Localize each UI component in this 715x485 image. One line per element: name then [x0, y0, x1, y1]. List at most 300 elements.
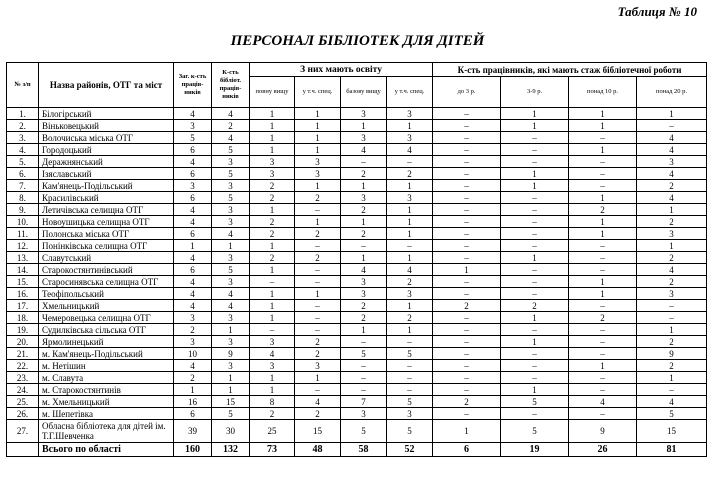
row-cell: 39 — [174, 420, 212, 443]
row-cell: – — [501, 348, 569, 360]
row-cell: – — [433, 372, 501, 384]
row-cell: 1 — [387, 180, 433, 192]
row-cell: – — [295, 204, 341, 216]
header-total: Заг. к-сть праців-ників — [174, 63, 212, 108]
row-cell: 2 — [212, 120, 250, 132]
row-number: 8. — [7, 192, 39, 204]
row-cell: – — [433, 276, 501, 288]
row-cell: 3 — [387, 108, 433, 120]
row-cell: 3 — [212, 252, 250, 264]
row-cell: 4 — [569, 396, 637, 408]
table-row — [7, 204, 707, 216]
row-cell: 30 — [212, 420, 250, 443]
row-cell: – — [387, 372, 433, 384]
row-name: Судилківська сільська ОТГ — [39, 324, 174, 336]
row-number: 27. — [7, 420, 39, 443]
row-cell: – — [501, 216, 569, 228]
row-cell: 15 — [637, 420, 707, 443]
row-cell: 5 — [387, 348, 433, 360]
row-cell: 4 — [174, 252, 212, 264]
row-number: 1. — [7, 108, 39, 120]
row-cell: 5 — [387, 396, 433, 408]
row-cell: 3 — [341, 192, 387, 204]
row-cell: 1 — [637, 324, 707, 336]
row-cell: 1 — [501, 108, 569, 120]
table-row — [7, 300, 707, 312]
row-cell: 15 — [212, 396, 250, 408]
row-cell: 2 — [569, 204, 637, 216]
row-cell: 6 — [174, 228, 212, 240]
row-number: 14. — [7, 264, 39, 276]
row-cell: 2 — [341, 204, 387, 216]
row-cell: 2 — [295, 192, 341, 204]
row-cell: 15 — [295, 420, 341, 443]
row-cell: 3 — [212, 360, 250, 372]
row-cell: 3 — [174, 312, 212, 324]
row-cell: 2 — [433, 300, 501, 312]
row-name: Ізяславський — [39, 168, 174, 180]
row-cell: 1 — [387, 252, 433, 264]
row-cell: 4 — [341, 264, 387, 276]
row-cell: – — [433, 120, 501, 132]
total-cell: 73 — [250, 443, 295, 457]
row-cell: 3 — [250, 360, 295, 372]
table-row — [7, 168, 707, 180]
row-number: 20. — [7, 336, 39, 348]
row-name: Білогірський — [39, 108, 174, 120]
row-cell: 3 — [387, 408, 433, 420]
row-cell: 3 — [637, 228, 707, 240]
row-cell: 4 — [295, 396, 341, 408]
row-cell: 2 — [433, 396, 501, 408]
row-cell: 1 — [295, 216, 341, 228]
row-cell: 9 — [637, 348, 707, 360]
row-cell: 6 — [174, 264, 212, 276]
table-row — [7, 120, 707, 132]
table-row — [7, 216, 707, 228]
total-cell: 58 — [341, 443, 387, 457]
row-cell: 3 — [387, 288, 433, 300]
row-cell: – — [250, 276, 295, 288]
row-cell: – — [569, 336, 637, 348]
row-name: Кам'янець-Подільський — [39, 180, 174, 192]
row-cell: 3 — [212, 336, 250, 348]
row-cell: 6 — [174, 192, 212, 204]
total-cell: 132 — [212, 443, 250, 457]
row-cell: – — [341, 240, 387, 252]
row-cell: – — [433, 288, 501, 300]
row-cell: 1 — [212, 372, 250, 384]
total-cell: 6 — [433, 443, 501, 457]
row-name: Ярмолинецький — [39, 336, 174, 348]
row-cell: 4 — [212, 108, 250, 120]
row-cell: – — [501, 156, 569, 168]
row-cell: 5 — [212, 408, 250, 420]
row-cell: 1 — [212, 324, 250, 336]
row-cell: – — [433, 156, 501, 168]
row-number: 23. — [7, 372, 39, 384]
row-cell: 3 — [174, 336, 212, 348]
row-cell: 1 — [387, 120, 433, 132]
row-number: 16. — [7, 288, 39, 300]
row-cell: 5 — [501, 420, 569, 443]
row-cell: – — [433, 192, 501, 204]
row-cell: 1 — [250, 312, 295, 324]
row-cell: 1 — [250, 120, 295, 132]
header-education-group: З них мають освіту — [250, 63, 433, 77]
table-row — [7, 276, 707, 288]
row-cell: 1 — [501, 168, 569, 180]
row-name: Віньковецький — [39, 120, 174, 132]
row-cell: 4 — [387, 264, 433, 276]
row-cell: 5 — [174, 132, 212, 144]
table-row — [7, 264, 707, 276]
row-cell: – — [569, 252, 637, 264]
row-name: м. Шепетівка — [39, 408, 174, 420]
row-name: м. Хмельницький — [39, 396, 174, 408]
row-number: 18. — [7, 312, 39, 324]
row-cell: 1 — [501, 252, 569, 264]
row-cell: – — [569, 156, 637, 168]
header-experience-group: К-сть працівників, які мають стаж бібліотечної роботи — [433, 63, 707, 77]
row-cell: – — [341, 156, 387, 168]
row-cell: 1 — [501, 312, 569, 324]
total-cell: 48 — [295, 443, 341, 457]
row-cell: 3 — [637, 288, 707, 300]
row-cell: 4 — [250, 348, 295, 360]
row-number: 7. — [7, 180, 39, 192]
row-number: 3. — [7, 132, 39, 144]
table-row — [7, 348, 707, 360]
row-cell: 3 — [250, 156, 295, 168]
row-cell: 1 — [387, 216, 433, 228]
row-cell: 3 — [341, 408, 387, 420]
row-cell: 1 — [295, 288, 341, 300]
row-cell: 2 — [501, 300, 569, 312]
row-cell: 2 — [341, 168, 387, 180]
row-cell: 2 — [295, 252, 341, 264]
row-name: Городоцький — [39, 144, 174, 156]
row-cell: – — [569, 132, 637, 144]
row-name: Чемеровецька селищна ОТГ — [39, 312, 174, 324]
header-name: Назва районів, ОТГ та міст — [39, 63, 174, 108]
row-cell: 3 — [387, 192, 433, 204]
row-cell: 1 — [341, 120, 387, 132]
row-cell: – — [341, 384, 387, 396]
row-cell: 1 — [250, 288, 295, 300]
row-cell: 4 — [637, 168, 707, 180]
table-row — [7, 156, 707, 168]
row-cell: 5 — [501, 396, 569, 408]
row-cell: 2 — [250, 180, 295, 192]
row-name: Новоушицька селищна ОТГ — [39, 216, 174, 228]
row-cell: – — [433, 240, 501, 252]
page-title: ПЕРСОНАЛ БІБЛІОТЕК ДЛЯ ДІТЕЙ — [230, 33, 485, 49]
row-cell: – — [501, 264, 569, 276]
row-cell: 1 — [501, 120, 569, 132]
row-cell: – — [501, 144, 569, 156]
row-cell: – — [433, 228, 501, 240]
staff-table — [6, 62, 707, 457]
row-name: Старокостянтинівський — [39, 264, 174, 276]
header-edu-2: у т.ч. спец. — [295, 77, 341, 108]
row-cell: 2 — [295, 336, 341, 348]
row-cell: 6 — [174, 168, 212, 180]
row-cell: – — [569, 324, 637, 336]
row-cell: – — [433, 144, 501, 156]
row-cell: 3 — [212, 204, 250, 216]
row-cell: 4 — [637, 192, 707, 204]
row-cell: 1 — [569, 216, 637, 228]
row-cell: 3 — [212, 156, 250, 168]
row-cell: – — [433, 204, 501, 216]
row-name: Хмельницький — [39, 300, 174, 312]
total-cell: 81 — [637, 443, 707, 457]
row-cell: 1 — [295, 372, 341, 384]
row-cell: 4 — [174, 216, 212, 228]
row-cell: – — [501, 132, 569, 144]
row-cell: – — [569, 180, 637, 192]
row-cell: 3 — [341, 108, 387, 120]
row-number: 22. — [7, 360, 39, 372]
header-num: № з/п — [7, 63, 39, 108]
table-row — [7, 384, 707, 396]
row-cell: – — [295, 300, 341, 312]
row-cell: 1 — [341, 216, 387, 228]
row-cell: – — [501, 276, 569, 288]
row-cell: 1 — [569, 120, 637, 132]
row-cell: 4 — [174, 156, 212, 168]
row-cell: – — [569, 168, 637, 180]
row-number: 25. — [7, 396, 39, 408]
row-cell: 1 — [569, 108, 637, 120]
row-cell: – — [433, 312, 501, 324]
row-cell: 1 — [250, 204, 295, 216]
row-cell: 1 — [501, 180, 569, 192]
row-number: 4. — [7, 144, 39, 156]
row-cell: – — [569, 408, 637, 420]
row-cell: 2 — [637, 216, 707, 228]
header-exp-2: 3-9 р. — [501, 77, 569, 108]
table-row — [7, 144, 707, 156]
table-row — [7, 132, 707, 144]
row-cell: 25 — [250, 420, 295, 443]
row-cell: 1 — [569, 144, 637, 156]
row-cell: 2 — [250, 228, 295, 240]
row-cell: 5 — [212, 168, 250, 180]
row-cell: – — [387, 360, 433, 372]
row-cell: 3 — [212, 276, 250, 288]
table-row — [7, 324, 707, 336]
row-cell: 1 — [250, 372, 295, 384]
row-cell: 4 — [212, 228, 250, 240]
row-cell: – — [569, 240, 637, 252]
row-cell: 2 — [250, 252, 295, 264]
row-cell: 1 — [387, 228, 433, 240]
row-cell: 1 — [250, 240, 295, 252]
row-number: 24. — [7, 384, 39, 396]
row-cell: 1 — [212, 240, 250, 252]
row-cell: 2 — [387, 276, 433, 288]
row-number: 26. — [7, 408, 39, 420]
row-cell: – — [295, 276, 341, 288]
row-number: 19. — [7, 324, 39, 336]
table-row — [7, 288, 707, 300]
row-cell: 6 — [174, 144, 212, 156]
row-name: м. Старокостянтинів — [39, 384, 174, 396]
row-cell: 1 — [501, 384, 569, 396]
row-name: Красилівський — [39, 192, 174, 204]
row-cell: 2 — [250, 216, 295, 228]
row-cell: – — [569, 264, 637, 276]
row-cell: 1 — [295, 144, 341, 156]
row-cell: – — [387, 156, 433, 168]
table-row — [7, 312, 707, 324]
row-cell: – — [569, 300, 637, 312]
row-cell: 3 — [174, 180, 212, 192]
row-cell: 4 — [212, 132, 250, 144]
row-cell: 3 — [295, 360, 341, 372]
row-cell: 1 — [387, 300, 433, 312]
row-cell: – — [569, 372, 637, 384]
row-cell: 2 — [250, 192, 295, 204]
row-cell: 3 — [250, 336, 295, 348]
row-cell: – — [295, 384, 341, 396]
row-number: 12. — [7, 240, 39, 252]
row-cell: 2 — [341, 228, 387, 240]
row-cell: – — [501, 408, 569, 420]
table-caption: Таблиця № 10 — [617, 4, 697, 19]
row-cell: 3 — [637, 156, 707, 168]
total-cell: 52 — [387, 443, 433, 457]
row-cell: 4 — [637, 264, 707, 276]
row-cell: – — [501, 360, 569, 372]
row-cell: 2 — [637, 180, 707, 192]
row-cell: 3 — [341, 288, 387, 300]
row-cell: – — [250, 324, 295, 336]
row-cell: – — [433, 336, 501, 348]
row-number: 6. — [7, 168, 39, 180]
row-cell: 4 — [387, 144, 433, 156]
row-cell: 2 — [295, 348, 341, 360]
row-cell: 1 — [295, 120, 341, 132]
table-row — [7, 372, 707, 384]
row-cell: – — [501, 228, 569, 240]
row-cell: – — [637, 120, 707, 132]
row-cell: 2 — [250, 408, 295, 420]
row-cell: 1 — [637, 204, 707, 216]
row-cell: 2 — [295, 408, 341, 420]
header-row-1 — [7, 63, 707, 77]
row-cell: 1 — [341, 324, 387, 336]
row-cell: – — [501, 324, 569, 336]
row-cell: 2 — [637, 360, 707, 372]
row-cell: 2 — [637, 336, 707, 348]
row-name: Славутський — [39, 252, 174, 264]
row-cell: 1 — [501, 336, 569, 348]
row-name: м. Славута — [39, 372, 174, 384]
row-cell: 1 — [569, 192, 637, 204]
row-cell: 3 — [212, 216, 250, 228]
row-cell: 1 — [569, 360, 637, 372]
row-cell: 5 — [212, 192, 250, 204]
row-cell: 4 — [174, 288, 212, 300]
total-row — [7, 443, 707, 457]
row-cell: 8 — [250, 396, 295, 408]
row-number: 9. — [7, 204, 39, 216]
row-name: Обласна бібліотека для дітей ім. Т.Г.Шевченка — [39, 420, 174, 443]
row-cell: – — [387, 240, 433, 252]
row-cell: 1 — [250, 384, 295, 396]
row-cell: 1 — [250, 300, 295, 312]
total-cell: 160 — [174, 443, 212, 457]
row-name: м. Нетішин — [39, 360, 174, 372]
row-cell: 1 — [387, 324, 433, 336]
row-cell: 9 — [569, 420, 637, 443]
row-cell: 2 — [387, 312, 433, 324]
row-cell: 1 — [295, 108, 341, 120]
row-cell: 5 — [212, 144, 250, 156]
row-cell: 1 — [637, 240, 707, 252]
row-cell: – — [433, 132, 501, 144]
row-cell: – — [433, 348, 501, 360]
row-name: Старосинявська селищна ОТГ — [39, 276, 174, 288]
row-cell: 4 — [637, 132, 707, 144]
row-cell: 1 — [637, 372, 707, 384]
row-number: 2. — [7, 120, 39, 132]
header-edu-1: повну вищу — [250, 77, 295, 108]
row-cell: 4 — [174, 108, 212, 120]
row-cell: 2 — [341, 312, 387, 324]
row-cell: – — [433, 180, 501, 192]
row-cell: 1 — [250, 264, 295, 276]
table-row — [7, 408, 707, 420]
row-cell: 4 — [174, 204, 212, 216]
row-cell: 5 — [341, 420, 387, 443]
row-cell: 2 — [295, 228, 341, 240]
header-exp-4: понад 20 р. — [637, 77, 707, 108]
row-cell: 1 — [174, 384, 212, 396]
row-cell: 3 — [212, 180, 250, 192]
row-cell: 3 — [295, 156, 341, 168]
row-number: 10. — [7, 216, 39, 228]
row-cell: 5 — [341, 348, 387, 360]
row-cell: – — [501, 372, 569, 384]
row-cell: – — [569, 348, 637, 360]
row-cell: – — [295, 312, 341, 324]
row-cell: 7 — [341, 396, 387, 408]
row-cell: 2 — [341, 300, 387, 312]
row-name: Понінківська селищна ОТГ — [39, 240, 174, 252]
total-cell: 26 — [569, 443, 637, 457]
row-cell: 2 — [174, 372, 212, 384]
row-cell: – — [433, 252, 501, 264]
row-cell: – — [433, 216, 501, 228]
row-cell: 2 — [174, 324, 212, 336]
row-cell: 1 — [295, 180, 341, 192]
row-cell: – — [387, 384, 433, 396]
row-cell: 1 — [341, 252, 387, 264]
row-cell: 1 — [250, 132, 295, 144]
table-row — [7, 252, 707, 264]
row-cell: 2 — [569, 312, 637, 324]
row-cell: 4 — [174, 300, 212, 312]
row-cell: – — [637, 384, 707, 396]
row-cell: – — [569, 384, 637, 396]
header-exp-3: понад 10 р. — [569, 77, 637, 108]
table-row — [7, 180, 707, 192]
total-cell: 19 — [501, 443, 569, 457]
